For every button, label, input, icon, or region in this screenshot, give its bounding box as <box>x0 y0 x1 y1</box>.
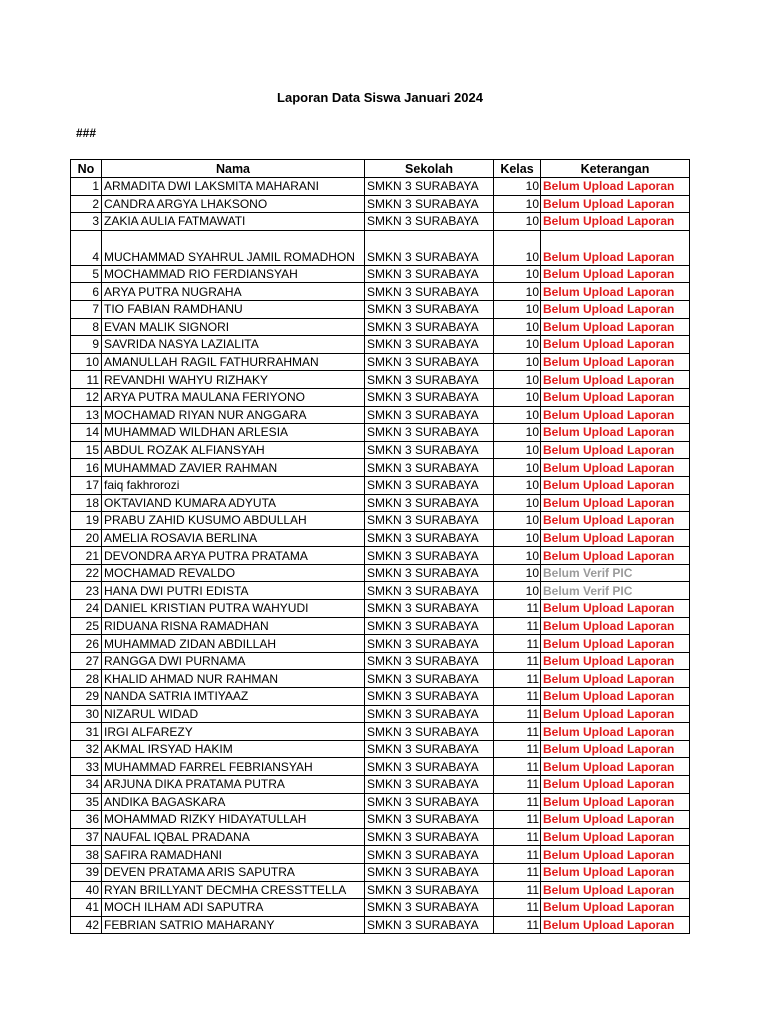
cell-kelas: 10 <box>494 388 541 406</box>
cell-keterangan: Belum Upload Laporan <box>541 828 690 846</box>
cell-keterangan: Belum Upload Laporan <box>541 529 690 547</box>
cell-no: 40 <box>71 881 102 899</box>
table-row <box>71 564 690 582</box>
cell-keterangan: Belum Upload Laporan <box>541 318 690 336</box>
cell-no: 39 <box>71 863 102 881</box>
cell-kelas: 11 <box>494 635 541 653</box>
cell-no: 33 <box>71 758 102 776</box>
cell-keterangan: Belum Upload Laporan <box>541 265 690 283</box>
cell-nama: IRGI ALFAREZY <box>102 723 365 741</box>
cell-no: 7 <box>71 300 102 318</box>
cell-sekolah: SMKN 3 SURABAYA <box>365 600 494 618</box>
cell-kelas: 11 <box>494 723 541 741</box>
table-row <box>71 178 690 196</box>
table-row <box>71 582 690 600</box>
cell-kelas: 11 <box>494 793 541 811</box>
table-row <box>71 265 690 283</box>
cell-keterangan: Belum Upload Laporan <box>541 459 690 477</box>
table-row <box>71 916 690 934</box>
cell-no: 12 <box>71 388 102 406</box>
table-header-row <box>71 160 690 178</box>
cell-sekolah: SMKN 3 SURABAYA <box>365 846 494 864</box>
table-row <box>71 476 690 494</box>
cell-sekolah: SMKN 3 SURABAYA <box>365 230 494 265</box>
cell-sekolah: SMKN 3 SURABAYA <box>365 811 494 829</box>
cell-no: 27 <box>71 652 102 670</box>
cell-no: 37 <box>71 828 102 846</box>
cell-sekolah: SMKN 3 SURABAYA <box>365 529 494 547</box>
table-row <box>71 863 690 881</box>
cell-keterangan: Belum Upload Laporan <box>541 494 690 512</box>
table-row <box>71 459 690 477</box>
cell-nama: MUCHAMMAD SYAHRUL JAMIL ROMADHON <box>102 230 365 265</box>
cell-sekolah: SMKN 3 SURABAYA <box>365 441 494 459</box>
cell-keterangan: Belum Upload Laporan <box>541 213 690 231</box>
table-row <box>71 336 690 354</box>
header-nama: Nama <box>102 160 365 178</box>
cell-no: 17 <box>71 476 102 494</box>
cell-kelas: 11 <box>494 617 541 635</box>
cell-kelas: 10 <box>494 230 541 265</box>
cell-keterangan: Belum Upload Laporan <box>541 846 690 864</box>
cell-keterangan: Belum Upload Laporan <box>541 811 690 829</box>
cell-sekolah: SMKN 3 SURABAYA <box>365 371 494 389</box>
cell-nama: OKTAVIAND KUMARA ADYUTA <box>102 494 365 512</box>
cell-keterangan: Belum Upload Laporan <box>541 740 690 758</box>
cell-keterangan: Belum Upload Laporan <box>541 635 690 653</box>
cell-keterangan: Belum Upload Laporan <box>541 547 690 565</box>
cell-no: 22 <box>71 564 102 582</box>
cell-sekolah: SMKN 3 SURABAYA <box>365 899 494 917</box>
cell-no: 4 <box>71 230 102 265</box>
cell-sekolah: SMKN 3 SURABAYA <box>365 617 494 635</box>
cell-no: 26 <box>71 635 102 653</box>
cell-sekolah: SMKN 3 SURABAYA <box>365 213 494 231</box>
cell-no: 1 <box>71 178 102 196</box>
cell-kelas: 10 <box>494 318 541 336</box>
cell-sekolah: SMKN 3 SURABAYA <box>365 582 494 600</box>
cell-nama: PRABU ZAHID KUSUMO ABDULLAH <box>102 512 365 530</box>
cell-sekolah: SMKN 3 SURABAYA <box>365 494 494 512</box>
cell-sekolah: SMKN 3 SURABAYA <box>365 318 494 336</box>
cell-sekolah: SMKN 3 SURABAYA <box>365 740 494 758</box>
cell-keterangan: Belum Upload Laporan <box>541 441 690 459</box>
cell-sekolah: SMKN 3 SURABAYA <box>365 406 494 424</box>
cell-nama: EVAN MALIK SIGNORI <box>102 318 365 336</box>
cell-keterangan: Belum Upload Laporan <box>541 776 690 794</box>
cell-sekolah: SMKN 3 SURABAYA <box>365 195 494 213</box>
cell-kelas: 11 <box>494 899 541 917</box>
cell-no: 38 <box>71 846 102 864</box>
cell-kelas: 10 <box>494 512 541 530</box>
cell-sekolah: SMKN 3 SURABAYA <box>365 353 494 371</box>
cell-nama: MOCHAMAD REVALDO <box>102 564 365 582</box>
cell-kelas: 10 <box>494 459 541 477</box>
cell-sekolah: SMKN 3 SURABAYA <box>365 670 494 688</box>
cell-no: 30 <box>71 705 102 723</box>
table-body <box>71 178 690 934</box>
cell-nama: RANGGA DWI PURNAMA <box>102 652 365 670</box>
cell-no: 16 <box>71 459 102 477</box>
cell-sekolah: SMKN 3 SURABAYA <box>365 776 494 794</box>
cell-kelas: 11 <box>494 881 541 899</box>
cell-kelas: 10 <box>494 213 541 231</box>
cell-nama: AMANULLAH RAGIL FATHURRAHMAN <box>102 353 365 371</box>
cell-kelas: 11 <box>494 652 541 670</box>
cell-no: 14 <box>71 424 102 442</box>
cell-keterangan: Belum Upload Laporan <box>541 793 690 811</box>
cell-kelas: 10 <box>494 424 541 442</box>
cell-no: 9 <box>71 336 102 354</box>
cell-sekolah: SMKN 3 SURABAYA <box>365 863 494 881</box>
header-sekolah: Sekolah <box>365 160 494 178</box>
cell-nama: SAFIRA RAMADHANI <box>102 846 365 864</box>
table-row <box>71 828 690 846</box>
cell-kelas: 11 <box>494 740 541 758</box>
cell-keterangan: Belum Verif PIC <box>541 582 690 600</box>
cell-no: 15 <box>71 441 102 459</box>
cell-keterangan: Belum Upload Laporan <box>541 688 690 706</box>
cell-keterangan: Belum Upload Laporan <box>541 512 690 530</box>
cell-keterangan: Belum Upload Laporan <box>541 723 690 741</box>
cell-sekolah: SMKN 3 SURABAYA <box>365 265 494 283</box>
cell-keterangan: Belum Upload Laporan <box>541 300 690 318</box>
cell-keterangan: Belum Upload Laporan <box>541 353 690 371</box>
cell-no: 28 <box>71 670 102 688</box>
cell-kelas: 10 <box>494 336 541 354</box>
table-row <box>71 617 690 635</box>
cell-no: 8 <box>71 318 102 336</box>
table-row <box>71 811 690 829</box>
cell-nama: ARJUNA DIKA PRATAMA PUTRA <box>102 776 365 794</box>
cell-keterangan: Belum Upload Laporan <box>541 371 690 389</box>
table-row <box>71 195 690 213</box>
table-row <box>71 371 690 389</box>
cell-nama: ZAKIA AULIA FATMAWATI <box>102 213 365 231</box>
cell-nama: DEVONDRA ARYA PUTRA PRATAMA <box>102 547 365 565</box>
cell-no: 5 <box>71 265 102 283</box>
table-row <box>71 547 690 565</box>
cell-nama: ANDIKA BAGASKARA <box>102 793 365 811</box>
cell-keterangan: Belum Upload Laporan <box>541 230 690 265</box>
cell-no: 21 <box>71 547 102 565</box>
cell-keterangan: Belum Upload Laporan <box>541 652 690 670</box>
table-row <box>71 213 690 231</box>
cell-no: 34 <box>71 776 102 794</box>
cell-keterangan: Belum Upload Laporan <box>541 476 690 494</box>
cell-nama: TIO FABIAN RAMDHANU <box>102 300 365 318</box>
table-row <box>71 670 690 688</box>
cell-keterangan: Belum Upload Laporan <box>541 617 690 635</box>
cell-kelas: 10 <box>494 582 541 600</box>
cell-kelas: 11 <box>494 916 541 934</box>
cell-nama: RYAN BRILLYANT DECMHA CRESSTTELLA <box>102 881 365 899</box>
cell-nama: ARYA PUTRA MAULANA FERIYONO <box>102 388 365 406</box>
cell-sekolah: SMKN 3 SURABAYA <box>365 512 494 530</box>
cell-no: 19 <box>71 512 102 530</box>
table-row <box>71 688 690 706</box>
cell-sekolah: SMKN 3 SURABAYA <box>365 881 494 899</box>
cell-sekolah: SMKN 3 SURABAYA <box>365 828 494 846</box>
table-row <box>71 600 690 618</box>
cell-keterangan: Belum Upload Laporan <box>541 388 690 406</box>
cell-no: 35 <box>71 793 102 811</box>
table-row <box>71 512 690 530</box>
cell-keterangan: Belum Upload Laporan <box>541 758 690 776</box>
cell-no: 6 <box>71 283 102 301</box>
cell-kelas: 11 <box>494 776 541 794</box>
page-title: Laporan Data Siswa Januari 2024 <box>277 90 483 105</box>
cell-nama: CANDRA ARGYA LHAKSONO <box>102 195 365 213</box>
cell-kelas: 11 <box>494 670 541 688</box>
cell-nama: MOCHAMAD RIYAN NUR ANGGARA <box>102 406 365 424</box>
table-row <box>71 652 690 670</box>
cell-kelas: 10 <box>494 564 541 582</box>
cell-kelas: 10 <box>494 494 541 512</box>
table-row <box>71 318 690 336</box>
table-row <box>71 424 690 442</box>
cell-sekolah: SMKN 3 SURABAYA <box>365 547 494 565</box>
table-row <box>71 388 690 406</box>
cell-nama: ARMADITA DWI LAKSMITA MAHARANI <box>102 178 365 196</box>
table-row <box>71 705 690 723</box>
cell-nama: DANIEL KRISTIAN PUTRA WAHYUDI <box>102 600 365 618</box>
cell-kelas: 10 <box>494 476 541 494</box>
cell-sekolah: SMKN 3 SURABAYA <box>365 705 494 723</box>
table-row <box>71 776 690 794</box>
cell-nama: faiq fakhrorozi <box>102 476 365 494</box>
table-row <box>71 230 690 265</box>
cell-no: 2 <box>71 195 102 213</box>
table-row <box>71 300 690 318</box>
cell-nama: ABDUL ROZAK ALFIANSYAH <box>102 441 365 459</box>
cell-kelas: 11 <box>494 705 541 723</box>
cell-kelas: 11 <box>494 811 541 829</box>
cell-keterangan: Belum Upload Laporan <box>541 195 690 213</box>
cell-nama: AKMAL IRSYAD HAKIM <box>102 740 365 758</box>
cell-sekolah: SMKN 3 SURABAYA <box>365 336 494 354</box>
cell-no: 24 <box>71 600 102 618</box>
cell-nama: AMELIA ROSAVIA BERLINA <box>102 529 365 547</box>
student-table <box>70 159 690 934</box>
cell-sekolah: SMKN 3 SURABAYA <box>365 758 494 776</box>
cell-keterangan: Belum Upload Laporan <box>541 600 690 618</box>
cell-no: 13 <box>71 406 102 424</box>
cell-keterangan: Belum Upload Laporan <box>541 178 690 196</box>
cell-no: 18 <box>71 494 102 512</box>
cell-sekolah: SMKN 3 SURABAYA <box>365 652 494 670</box>
header-no: No <box>71 160 102 178</box>
cell-kelas: 10 <box>494 283 541 301</box>
table-row <box>71 529 690 547</box>
cell-keterangan: Belum Upload Laporan <box>541 670 690 688</box>
table-row <box>71 353 690 371</box>
cell-no: 3 <box>71 213 102 231</box>
table-row <box>71 441 690 459</box>
cell-kelas: 10 <box>494 406 541 424</box>
cell-nama: FEBRIAN SATRIO MAHARANY <box>102 916 365 934</box>
table-row <box>71 846 690 864</box>
cell-no: 10 <box>71 353 102 371</box>
cell-sekolah: SMKN 3 SURABAYA <box>365 688 494 706</box>
cell-no: 31 <box>71 723 102 741</box>
cell-nama: MUHAMMAD ZIDAN ABDILLAH <box>102 635 365 653</box>
cell-sekolah: SMKN 3 SURABAYA <box>365 424 494 442</box>
table-row <box>71 283 690 301</box>
table-row <box>71 494 690 512</box>
table-row <box>71 723 690 741</box>
cell-nama: MUHAMMAD FARREL FEBRIANSYAH <box>102 758 365 776</box>
cell-keterangan: Belum Upload Laporan <box>541 336 690 354</box>
cell-no: 29 <box>71 688 102 706</box>
cell-sekolah: SMKN 3 SURABAYA <box>365 635 494 653</box>
cell-nama: ARYA PUTRA NUGRAHA <box>102 283 365 301</box>
cell-keterangan: Belum Upload Laporan <box>541 424 690 442</box>
cell-kelas: 11 <box>494 600 541 618</box>
table-row <box>71 740 690 758</box>
table-row <box>71 881 690 899</box>
cell-kelas: 10 <box>494 195 541 213</box>
cell-keterangan: Belum Upload Laporan <box>541 863 690 881</box>
table-row <box>71 406 690 424</box>
cell-kelas: 11 <box>494 688 541 706</box>
cell-no: 25 <box>71 617 102 635</box>
cell-kelas: 10 <box>494 353 541 371</box>
cell-nama: SAVRIDA NASYA LAZIALITA <box>102 336 365 354</box>
cell-nama: NAUFAL IQBAL PRADANA <box>102 828 365 846</box>
cell-no: 20 <box>71 529 102 547</box>
cell-keterangan: Belum Upload Laporan <box>541 881 690 899</box>
cell-sekolah: SMKN 3 SURABAYA <box>365 388 494 406</box>
cell-nama: HANA DWI PUTRI EDISTA <box>102 582 365 600</box>
cell-nama: MUHAMMAD WILDHAN ARLESIA <box>102 424 365 442</box>
cell-no: 11 <box>71 371 102 389</box>
cell-kelas: 10 <box>494 178 541 196</box>
cell-keterangan: Belum Verif PIC <box>541 564 690 582</box>
hash-label: ### <box>76 126 97 140</box>
cell-kelas: 10 <box>494 371 541 389</box>
cell-nama: RIDUANA RISNA RAMADHAN <box>102 617 365 635</box>
cell-sekolah: SMKN 3 SURABAYA <box>365 300 494 318</box>
cell-nama: NANDA SATRIA IMTIYAAZ <box>102 688 365 706</box>
cell-sekolah: SMKN 3 SURABAYA <box>365 459 494 477</box>
cell-keterangan: Belum Upload Laporan <box>541 283 690 301</box>
table-row <box>71 899 690 917</box>
cell-nama: KHALID AHMAD NUR RAHMAN <box>102 670 365 688</box>
cell-sekolah: SMKN 3 SURABAYA <box>365 564 494 582</box>
table-row <box>71 793 690 811</box>
cell-keterangan: Belum Upload Laporan <box>541 406 690 424</box>
cell-no: 23 <box>71 582 102 600</box>
cell-nama: MOHAMMAD RIZKY HIDAYATULLAH <box>102 811 365 829</box>
cell-kelas: 10 <box>494 547 541 565</box>
header-keterangan: Keterangan <box>541 160 690 178</box>
table-row <box>71 758 690 776</box>
cell-no: 32 <box>71 740 102 758</box>
cell-nama: DEVEN PRATAMA ARIS SAPUTRA <box>102 863 365 881</box>
table-row <box>71 635 690 653</box>
cell-keterangan: Belum Upload Laporan <box>541 705 690 723</box>
cell-sekolah: SMKN 3 SURABAYA <box>365 283 494 301</box>
cell-nama: MUHAMMAD ZAVIER RAHMAN <box>102 459 365 477</box>
cell-no: 41 <box>71 899 102 917</box>
cell-kelas: 11 <box>494 863 541 881</box>
cell-nama: NIZARUL WIDAD <box>102 705 365 723</box>
cell-no: 36 <box>71 811 102 829</box>
header-kelas: Kelas <box>494 160 541 178</box>
cell-keterangan: Belum Upload Laporan <box>541 899 690 917</box>
cell-sekolah: SMKN 3 SURABAYA <box>365 723 494 741</box>
cell-sekolah: SMKN 3 SURABAYA <box>365 793 494 811</box>
cell-nama: MOCH ILHAM ADI SAPUTRA <box>102 899 365 917</box>
cell-kelas: 10 <box>494 441 541 459</box>
cell-kelas: 11 <box>494 828 541 846</box>
cell-kelas: 10 <box>494 529 541 547</box>
cell-nama: MOCHAMMAD RIO FERDIANSYAH <box>102 265 365 283</box>
cell-kelas: 11 <box>494 846 541 864</box>
cell-keterangan: Belum Upload Laporan <box>541 916 690 934</box>
cell-no: 42 <box>71 916 102 934</box>
cell-sekolah: SMKN 3 SURABAYA <box>365 178 494 196</box>
cell-kelas: 11 <box>494 758 541 776</box>
cell-sekolah: SMKN 3 SURABAYA <box>365 916 494 934</box>
cell-kelas: 10 <box>494 300 541 318</box>
cell-nama: REVANDHI WAHYU RIZHAKY <box>102 371 365 389</box>
cell-kelas: 10 <box>494 265 541 283</box>
cell-sekolah: SMKN 3 SURABAYA <box>365 476 494 494</box>
